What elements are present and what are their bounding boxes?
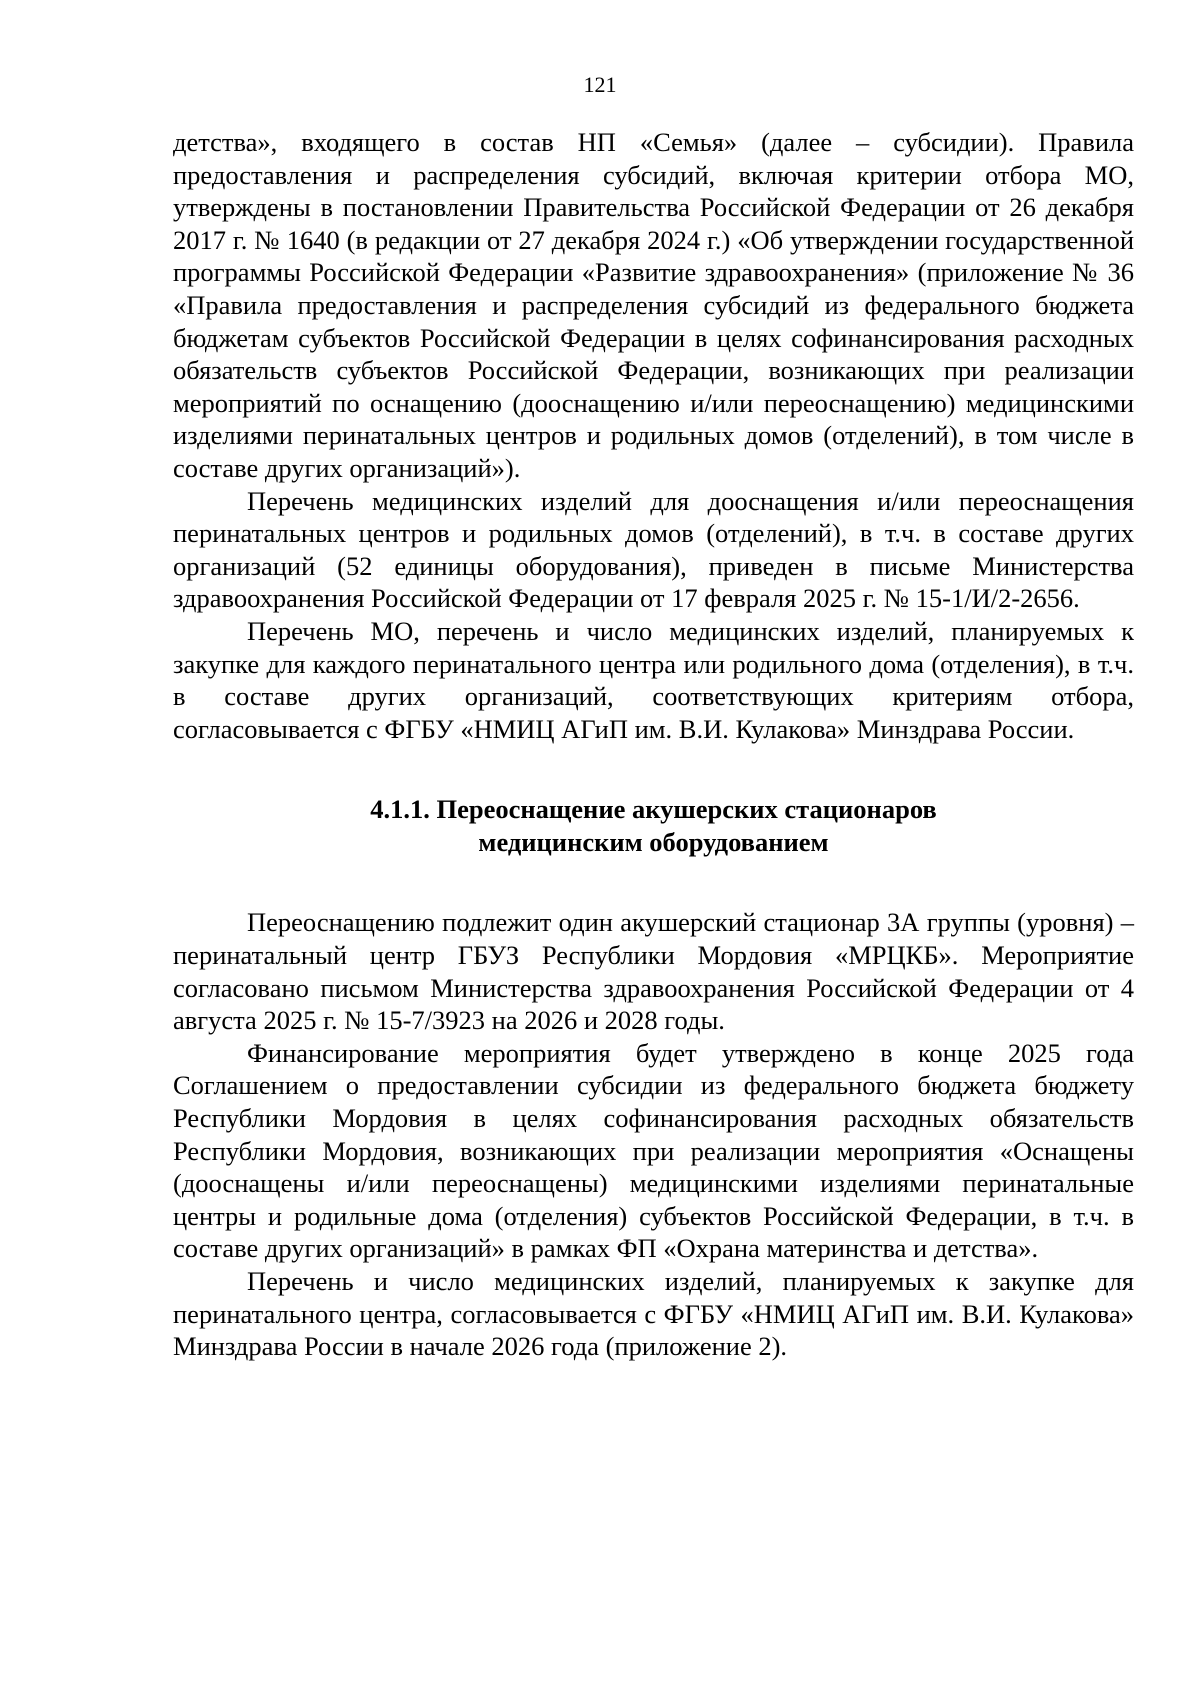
paragraph-procurement: Перечень и число медицинских изделий, планируемых к закупке для перинатального центра, согласовывается с ФГБУ «НМИЦ АГиП им. В.И. Кулакова» Минздрава России в начале 2026 года (приложение 2). (173, 1266, 1134, 1362)
paragraph-continuation: детства», входящего в состав НП «Семья» (далее – субсидии). Правила предоставления и распределения субсидий, включая критерии отбора МО, утверждены в постановлении Правительства Российской Федерации от 26 декабря 2017 г. № 1640 (в редакции от 27 декабря 2024 г.) «Об утверждении государственной программы Российской Федерации «Развитие здравоохранения» (приложение № 36 «Правила предоставления и распределения субсидий из федерального бюджета бюджетам субъектов Российской Федерации в целях софинансирования расходных обязательств субъектов Российской Федерации, возникающих при реализации мероприятий по оснащению (дооснащению и/или переоснащению) медицинскими изделиями перинатальных центров и родильных домов (отделений), в том числе в составе других организаций»). (173, 127, 1134, 483)
page-number: 121 (583, 72, 617, 97)
section-heading (173, 793, 1134, 858)
paragraph-reequipment: Переоснащению подлежит один акушерский стационар 3А группы (уровня) – перинатальный центр ГБУЗ Республики Мордовия «МРЦКБ». Мероприятие согласовано письмом Министерства здравоохранения Российской Федерации от 4 августа 2025 г. № 15-7/3923 на 2026 и 2028 годы. (173, 907, 1134, 1036)
section-heading-line-2: медицинским оборудованием (478, 826, 829, 857)
paragraph-mo-list: Перечень МО, перечень и число медицинских изделий, планируемых к закупке для каждого перинатального центра или родильного дома (отделения), в т.ч. в составе других организаций, соответствующих критериям отбора, согласовывается с ФГБУ «НМИЦ АГиП им. В.И. Кулакова» Минздрава России. (173, 615, 1134, 744)
paragraph-financing: Финансирование мероприятия будет утверждено в конце 2025 года Соглашением о предоставлении субсидии из федерального бюджета бюджету Республики Мордовия в целях софинансирования расходных обязательств Республики Мордовия, возникающих при реализации мероприятия «Оснащены (дооснащены и/или переоснащены) медицинскими изделиями перинатальные центры и родильные дома (отделения) субъектов Российской Федерации, в т.ч. в составе других организаций» в рамках ФП «Охрана материнства и детства». (173, 1037, 1134, 1264)
paragraph-equipment-list: Перечень медицинских изделий для дооснащения и/или переоснащения перинатальных центров и родильных домов (отделений), в т.ч. в составе других организаций (52 единицы оборудования), приведен в письме Министерства здравоохранения Российской Федерации от 17 февраля 2025 г. № 15-1/И/2-2656. (173, 485, 1134, 614)
document-body (173, 126, 1134, 1363)
section-heading-line-1: 4.1.1. Переоснащение акушерских стационаров (370, 794, 937, 825)
